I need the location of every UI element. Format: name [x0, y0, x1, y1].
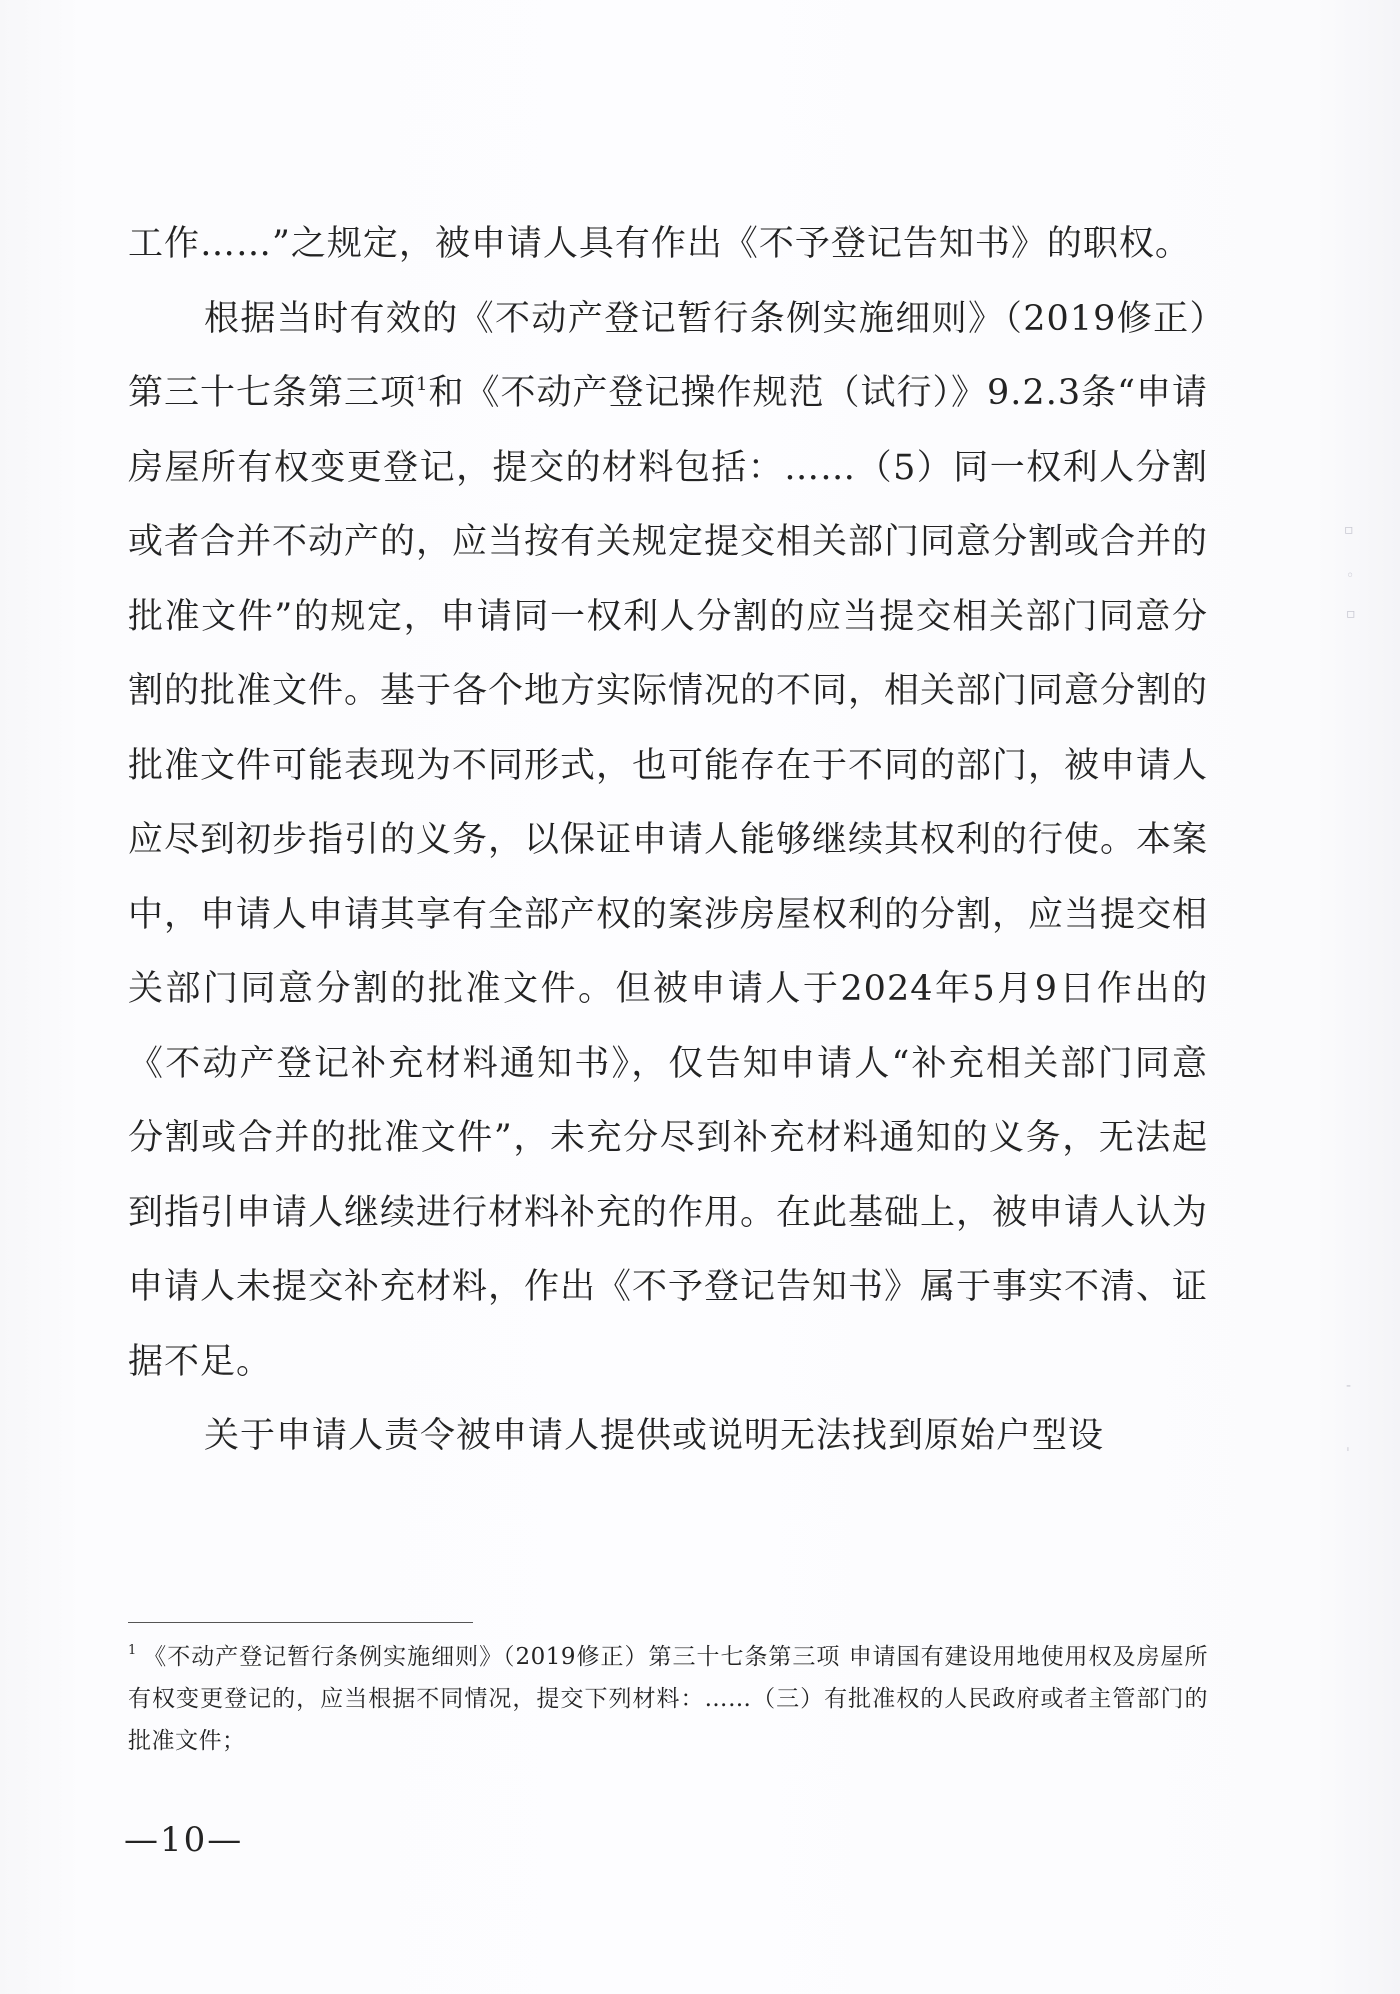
paragraph-3: [128, 1399, 1208, 1474]
page-number: —10—: [124, 1820, 244, 1860]
binding-hole-mark: ▫: [1346, 606, 1356, 622]
binding-hole-mark: ˈ: [1346, 1446, 1350, 1462]
footnote: [128, 1636, 1208, 1762]
footnote-mark: 1: [128, 1643, 137, 1658]
binding-hole-mark: ▫: [1344, 522, 1354, 538]
paragraph-1: [128, 207, 1208, 282]
footnote-divider: [128, 1622, 473, 1623]
paragraph-3-text: 关于申请人责令被申请人提供或说明无法找到原始户型设: [204, 1416, 1105, 1456]
paragraph-2: [128, 282, 1208, 1400]
body-text: [128, 207, 1208, 1474]
footnote-reference[interactable]: 1: [416, 374, 429, 395]
binding-hole-mark: ◦: [1346, 568, 1355, 584]
paragraph-2-text-b: 和《不动产登记操作规范（试行）》9.2.3条“申请房屋所有权变更登记，提交的材料包括：……（5）同一权利人分割或者合并不动产的，应当按有关规定提交相关部门同意分割或合并的批准文件”的规定，申请同一权利人分割的应当提交相关部门同意分割的批准文件。基于各个地方实际情况的不同，相关部门同意分割的批准文件可能表现为不同形式，也可能存在于不同的部门，被申请人应尽到初步指引的义务，以保证申请人能够继续其权利的行使。本案中，申请人申请其享有全部产权的案涉房屋权利的分割，应当提交相关部门同意分割的批准文件。但被申请人于2024年5月9日作出的《不动产登记补充材料通知书》，仅告知申请人“补充相关部门同意分割或合并的批准文件”，未充分尽到补充材料通知的义务，无法起到指引申请人继续进行材料补充的作用。在此基础上，被申请人认为申请人未提交补充材料，作出《不予登记告知书》属于事实不清、证据不足。: [128, 373, 1209, 1382]
paragraph-2-text-a: 根据当时有效的《不动产登记暂行条例实施细则》（2019修正）第三十七条第三项: [128, 298, 1208, 413]
paragraph-1-text: 工作……”之规定，被申请人具有作出《不予登记告知书》的职权。: [128, 224, 1191, 264]
binding-hole-mark: -: [1346, 1378, 1352, 1394]
footnote-text: 《不动产登记暂行条例实施细则》（2019修正）第三十七条第三项 申请国有建设用地使用权及房屋所有权变更登记的，应当根据不同情况，提交下列材料：……（三）有批准权的人民政府或者主管部门的批准文件；: [128, 1644, 1208, 1754]
